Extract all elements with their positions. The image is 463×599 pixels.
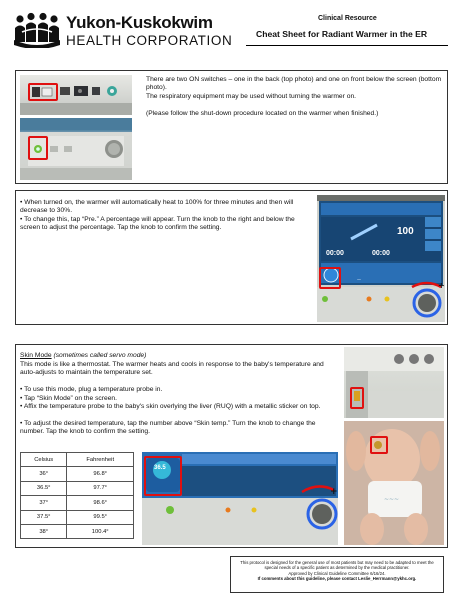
table-cell-fahrenheit: 96.8° — [67, 467, 134, 481]
preheat-screen-photo — [317, 195, 445, 322]
skin-mode-bullet-3: • Affix the temperature probe to the baby's skin overlying the liver (RUQ) with a metallic sticker on top. — [20, 403, 321, 410]
table-cell-fahrenheit: 98.6° — [67, 496, 134, 510]
table-cell-fahrenheit: 100.4° — [67, 524, 134, 538]
table-row — [21, 496, 134, 510]
temperature-conversion-table — [20, 452, 134, 539]
skin-temp-highlight — [144, 456, 182, 496]
table-row — [21, 467, 134, 481]
skin-mode-intro: This mode is like a thermostat. The warmer heats and cools in response to the baby's temperature and auto-adjusts to maintain the temperature set. — [20, 361, 324, 377]
table-row — [21, 481, 134, 495]
preheat-percent-readout: 100 — [397, 226, 414, 237]
svg-text:—: — — [357, 277, 361, 282]
disclaimer-text: This protocol is designed for the general use of most patients but may need to be adapted to meet the special needs of a specific patient as determined by the medical practitioner. — [240, 560, 434, 571]
shutdown-note: (Please follow the shut-down procedure located on the warmer when finished.) — [146, 110, 379, 117]
org-name-line1: Yukon-Kuskokwim — [66, 13, 213, 32]
preheat-timer-2: 00:00 — [372, 250, 390, 257]
probe-port-photo — [344, 347, 444, 418]
section-preheat — [15, 190, 448, 325]
skin-mode-bullet-2: • Tap “Skin Mode” on the screen. — [20, 395, 118, 402]
table-cell-celsius: 36.5° — [21, 481, 67, 495]
back-switch-photo — [20, 75, 132, 115]
table-header-row — [21, 453, 134, 467]
pre-button-highlight — [319, 267, 341, 289]
page-header — [0, 0, 463, 62]
svg-text:+: + — [330, 487, 338, 497]
table-row — [21, 524, 134, 538]
preheat-bullet-1: • When turned on, the warmer will automatically heat to 100% for three minutes and then will decrease to 30%. — [20, 199, 294, 215]
probe-placement-photo — [344, 421, 444, 545]
approval-text: Approved by Clinical Guideline Committee 6/16/24. — [288, 570, 386, 576]
table-cell-celsius: 38° — [21, 524, 67, 538]
svg-text:+: + — [438, 281, 445, 290]
skin-mode-bullet-1: • To use this mode, plug a temperature probe in. — [20, 386, 163, 393]
svg-text:~~~: ~~~ — [384, 496, 400, 503]
table-header-celsius: Celsius — [21, 453, 67, 467]
probe-port-highlight — [350, 387, 364, 409]
skin-mode-subtitle: (sometimes called servo mode) — [51, 352, 147, 359]
title-underline — [246, 45, 448, 46]
preheat-timer-1: 00:00 — [326, 250, 344, 257]
contact-text: If comments about this guideline, please contact Leslie_Herrmann@ykhc.org. — [257, 576, 417, 582]
ykhc-logo — [14, 10, 244, 50]
skin-mode-bullet-4: • To adjust the desired temperature, tap the number above “Skin temp.” Turn the knob to change the number. Tap the knob to confirm the setting. — [20, 420, 316, 436]
respiratory-note: The respiratory equipment may be used without turning the warmer on. — [146, 93, 357, 100]
table-cell-celsius: 36° — [21, 467, 67, 481]
table-row — [21, 510, 134, 524]
people-logo-icon — [14, 12, 60, 48]
table-header-fahrenheit: Fahrenheit — [67, 453, 134, 467]
probe-site-highlight — [370, 436, 388, 454]
skin-temp-readout: 36.5 — [154, 465, 166, 471]
skin-mode-heading — [20, 352, 330, 360]
on-switches-description: There are two ON switches – one in the back (top photo) and one on front below the screen (bottom photo). — [146, 76, 442, 92]
table-cell-celsius: 37° — [21, 496, 67, 510]
back-switch-highlight — [28, 83, 58, 101]
front-switch-highlight — [28, 136, 48, 160]
document-title: Cheat Sheet for Radiant Warmer in the ER — [256, 29, 428, 39]
disclaimer-footer — [230, 556, 444, 593]
table-cell-fahrenheit: 97.7° — [67, 481, 134, 495]
table-cell-fahrenheit: 99.5° — [67, 510, 134, 524]
org-name-line2: HEALTH CORPORATION — [66, 33, 233, 48]
front-switch-photo — [20, 118, 132, 180]
resource-label: Clinical Resource — [318, 15, 377, 22]
skin-mode-title: Skin Mode — [20, 352, 52, 359]
preheat-bullet-2: • To change this, tap “Pre.” A percentage will appear. Turn the knob to the right and below the screen to adjust the percentage. Tap the knob to confirm the setting. — [20, 216, 295, 232]
table-cell-celsius: 37.5° — [21, 510, 67, 524]
skin-mode-screen-photo — [142, 452, 338, 545]
section-on-switches — [15, 70, 448, 184]
